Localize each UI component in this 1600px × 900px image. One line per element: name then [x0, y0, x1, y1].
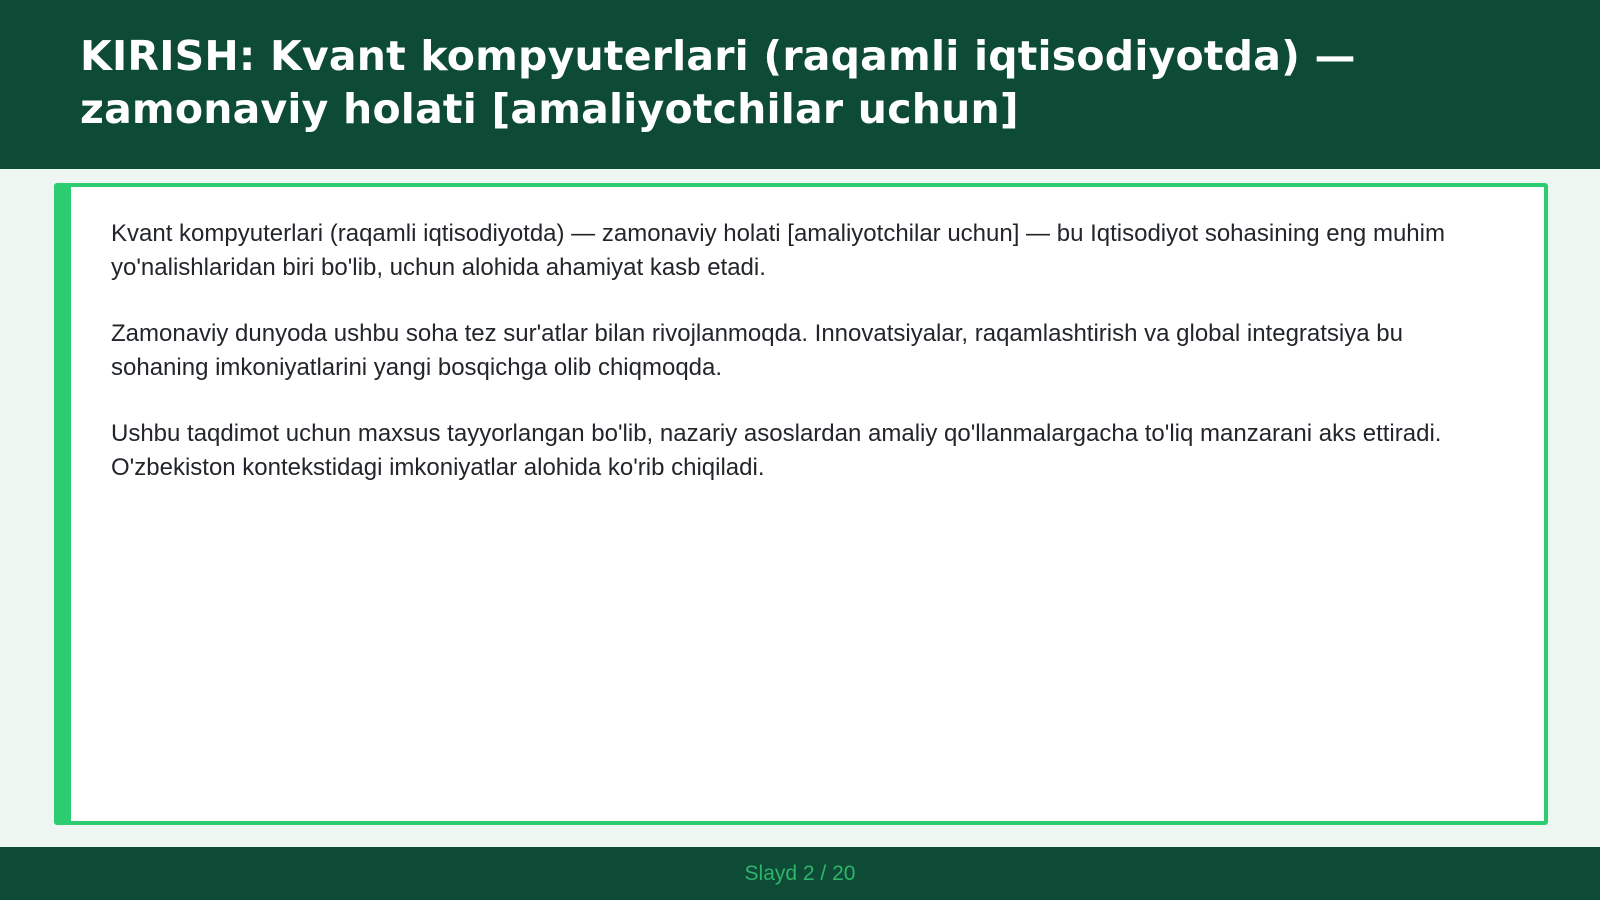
paragraph-modern-world: Zamonaviy dunyoda ushbu soha tez sur'atlar bilan rivojlanmoqda. Innovatsiyalar, raqamlashtirish va global integratsiya bu sohaning imkoniyatlarini yangi bosqichga olib chiqmoqda.: [111, 320, 1403, 381]
paragraph-intro: Kvant kompyuterlari (raqamli iqtisodiyotda) — zamonaviy holati [amaliyotchilar uchun] — bu Iqtisodiyot sohasining eng muhim yo'nalishlaridan biri bo'lib, uchun alohida ahamiyat kasb etadi.: [111, 220, 1445, 281]
slide-footer: [0, 847, 1600, 900]
paragraph-presentation: Ushbu taqdimot uchun maxsus tayyorlangan bo'lib, nazariy asoslardan amaliy qo'llanmalargacha to'liq manzarani aks ettiradi. O'zbekiston kontekstidagi imkoniyatlar alohida ko'rib chiqiladi.: [111, 420, 1442, 481]
slide-counter: Slayd 2 / 20: [744, 861, 856, 885]
content-card: [54, 183, 1548, 825]
slide-title: KIRISH: Kvant kompyuterlari (raqamli iqtisodiyotda) — zamonaviy holati [amaliyotchilar uchun]: [80, 32, 1356, 133]
slide-header: [0, 0, 1600, 169]
